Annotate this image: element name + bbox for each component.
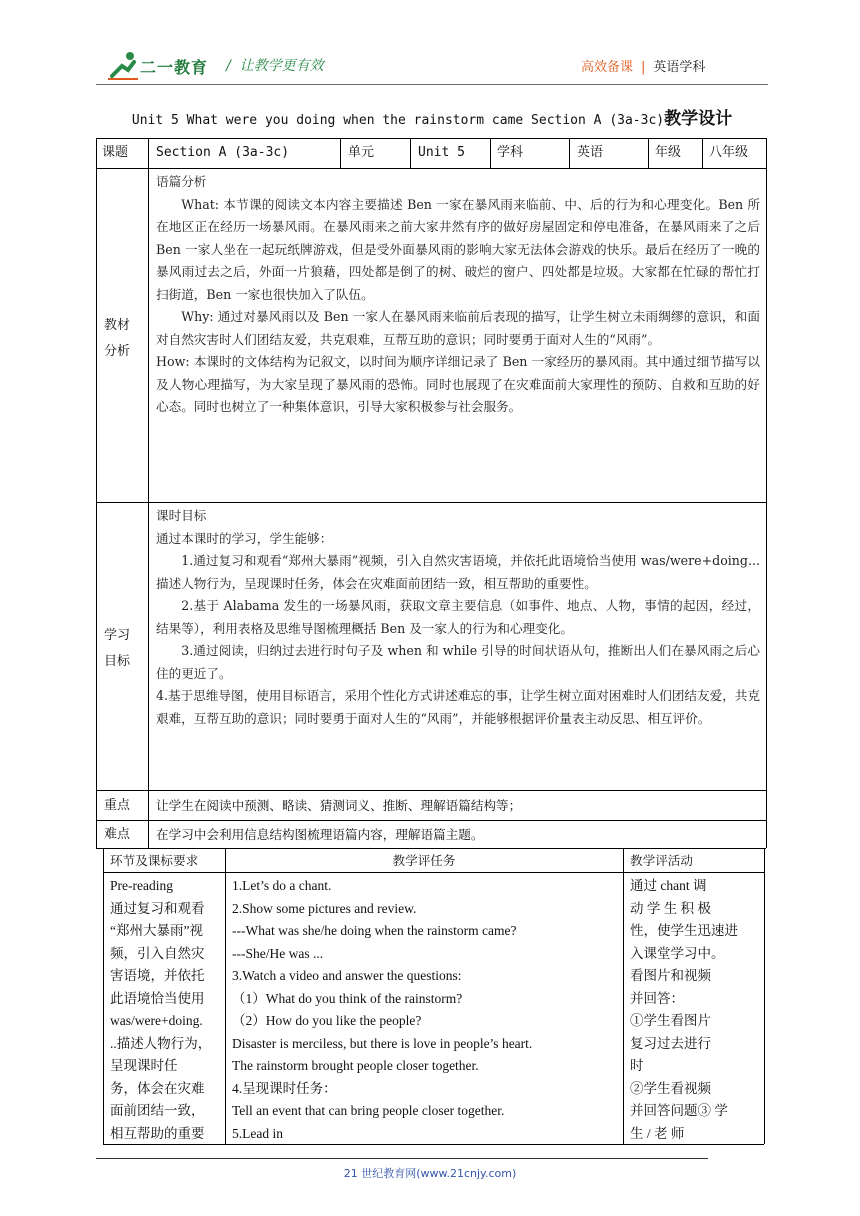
stage-line: 相互帮助的重要 <box>110 1125 205 1141</box>
analysis-label <box>104 313 130 365</box>
task-line: ---What was she/he doing when the rainstorm came? <box>232 923 517 938</box>
value-topic: Section A (3a-3c) <box>156 145 290 160</box>
process-task-column <box>232 875 620 1145</box>
stage-line: 此语境恰当使用 <box>110 990 205 1006</box>
analysis-how: How: 本课时的文体结构为记叙文，以时间为顺序详细记录了 Ben 一家经历的暴风雨。其中通过细节描写以及人物心理描写，为大家呈现了暴风雨的恐怖。同时也展现了在灾难面前大家理性的预防、自救和互助的好心态。同时也树立了一种集体意识，引导大家积极参与社会服务。 <box>156 354 760 414</box>
task-line: 2.Show some pictures and review. <box>232 900 417 916</box>
task-line: 1.Let’s do a chant. <box>232 878 332 893</box>
task-line: 4.呈现课时任务： <box>232 1080 337 1096</box>
activity-line: 并回答： <box>630 990 684 1006</box>
page-title-cn: 教学设计 <box>664 109 733 129</box>
header-tag-lesson: 高效备课 <box>581 60 634 75</box>
goal-2: 2.基于 Alabama 发生的一场暴风雨，获取文章主要信息（如事件、地点、人物，事情的起因，经过，结果等），利用表格及思维导图梳理概括 Ben 及一家人的行为和心理变化。 <box>156 598 760 636</box>
label-topic: 课题 <box>102 145 129 160</box>
stage-line: “郑州大暴雨”视 <box>110 923 203 938</box>
header-separator: | <box>641 60 646 75</box>
header-right <box>581 56 705 75</box>
stage-line: 通过复习和观看 <box>110 900 205 916</box>
task-line: 5.Lead in <box>232 1125 283 1141</box>
difficult-text: 在学习中会利用信息结构图梳理语篇内容，理解语篇主题。 <box>156 827 484 842</box>
analysis-label-2: 分析 <box>104 344 131 359</box>
activity-line: 动 学 生 积 极 <box>630 900 711 916</box>
footer-text: 21 世纪教育网(www.21cnjy.com) <box>343 1167 517 1180</box>
task-line: （1）What do you think of the rainstorm? <box>232 990 463 1006</box>
activity-line: ②学生看视频 <box>630 1080 711 1096</box>
goal-4: 4.基于思维导图，使用目标语言，采用个性化方式讲述难忘的事，让学生树立面对困难时人们团结友爱，共克艰难，互帮互助的意识；同时要勇于面对人生的“风雨”，并能够根据评价量表主动反思、相互评价。 <box>156 688 760 726</box>
activity-line: 时 <box>630 1058 644 1073</box>
goals-content <box>156 505 760 730</box>
slogan: / 让教学更有效 <box>226 58 324 74</box>
analysis-why: Why: 通过对暴风雨以及 Ben 一家人在暴风雨来临前后表现的描写，让学生树立未雨绸缪的意识，和面对自然灾害时人们团结友爱，共克艰难，互帮互助的意识；同时要勇于面对人生的“风雨”。 <box>156 309 760 347</box>
task-line: Tell an event that can bring people closer together. <box>232 1103 505 1118</box>
stage-line: 呈现课时任 <box>110 1058 178 1073</box>
activity-line: 入课堂学习中。 <box>630 945 725 961</box>
stage-line: ..描述人物行为， <box>110 1035 212 1051</box>
key-text: 让学生在阅读中预测、略读、猜测词义、推断、理解语篇结构等； <box>156 798 522 813</box>
process-stage-column <box>110 875 222 1145</box>
activity-line: 性，使学生迅速进 <box>630 923 738 938</box>
task-line: ---She/He was ... <box>232 945 324 961</box>
activity-line: 复习过去进行 <box>630 1035 711 1051</box>
stage-line: was/were+doing. <box>110 1013 203 1028</box>
analysis-label-1: 教材 <box>104 318 131 333</box>
task-line: （2）How do you like the people? <box>232 1013 422 1028</box>
logo-text: 二一教育 <box>140 58 209 77</box>
analysis-heading: 语篇分析 <box>156 174 207 189</box>
goals-heading: 课时目标 <box>156 508 207 523</box>
activity-line: 看图片和视频 <box>630 968 711 983</box>
slogan-text: 让教学更有效 <box>239 58 324 74</box>
stage-line: Pre-reading <box>110 878 173 893</box>
goals-label <box>104 623 130 675</box>
process-activity-column <box>630 875 760 1145</box>
difficult-label: 难点 <box>104 827 131 842</box>
goals-label-1: 学习 <box>104 628 131 643</box>
page-title-en: Unit 5 What were you doing when the rainstorm came Section A (3a-3c) <box>131 113 665 128</box>
label-subject: 学科 <box>497 145 524 160</box>
process-header-activity: 教学评活动 <box>630 853 693 868</box>
stage-line: 务，体会在灾难 <box>110 1080 205 1096</box>
activity-line: 生 / 老 师 <box>630 1125 685 1141</box>
activity-line: 并回答问题③ 学 <box>630 1103 728 1118</box>
value-unit: Unit 5 <box>418 145 465 160</box>
footer-divider <box>96 1158 708 1159</box>
label-unit: 单元 <box>348 145 375 160</box>
header-divider <box>96 84 768 85</box>
page-title <box>96 104 768 129</box>
goals-intro: 通过本课时的学习，学生能够： <box>156 530 333 546</box>
label-grade: 年级 <box>655 145 682 160</box>
analysis-what: What: 本节课的阅读文本内容主要描述 Ben 一家在暴风雨来临前、中、后的行为和心理变化。Ben 所在地区正在经历一场暴风雨。在暴风雨来之前大家井然有序的做好房屋固定和停电准备，在暴风雨来了之后 Ben 一家人坐在一起玩纸牌游戏，但是受外面暴风雨的影响大家无法体会游戏的快乐。最后在经历了一晚的暴风雨过去之后，外面一片狼藉，四处都是倒了的树、破烂的窗户、四处都是垃圾。大家都在忙碌的帮忙打扫街道，Ben 一家也很快加入了队伍。 <box>156 196 760 302</box>
task-line: 3.Watch a video and answer the questions: <box>232 968 462 983</box>
process-header-stage: 环节及课标要求 <box>110 853 199 868</box>
goals-label-2: 目标 <box>104 654 131 669</box>
stage-line: 频，引入自然灾 <box>110 945 205 961</box>
header-tag-subject: 英语学科 <box>653 60 706 75</box>
goal-1: 1.通过复习和观看“郑州大暴雨”视频，引入自然灾害语境，并依托此语境恰当使用 was/were+doing...描述人物行为，呈现课时任务，体会在灾难面前团结一致，相互帮助的重要性。 <box>156 553 760 591</box>
process-header-task: 教学评任务 <box>392 853 456 868</box>
value-subject: 英语 <box>577 145 604 160</box>
stage-line: 面前团结一致， <box>110 1103 205 1118</box>
value-grade: 八年级 <box>709 145 749 160</box>
activity-line: 通过 chant 调 <box>630 878 707 893</box>
key-label: 重点 <box>104 798 131 813</box>
task-line: The rainstorm brought people closer together. <box>232 1058 479 1073</box>
analysis-content <box>156 171 760 419</box>
task-line: Disaster is merciless, but there is love in people’s heart. <box>232 1035 533 1051</box>
activity-line: ①学生看图片 <box>630 1013 711 1028</box>
stage-line: 害语境，并依托 <box>110 968 205 983</box>
goal-3: 3.通过阅读，归纳过去进行时句子及 when 和 while 引导的时间状语从句，推断出人们在暴风雨之后心住的更近了。 <box>156 643 760 681</box>
